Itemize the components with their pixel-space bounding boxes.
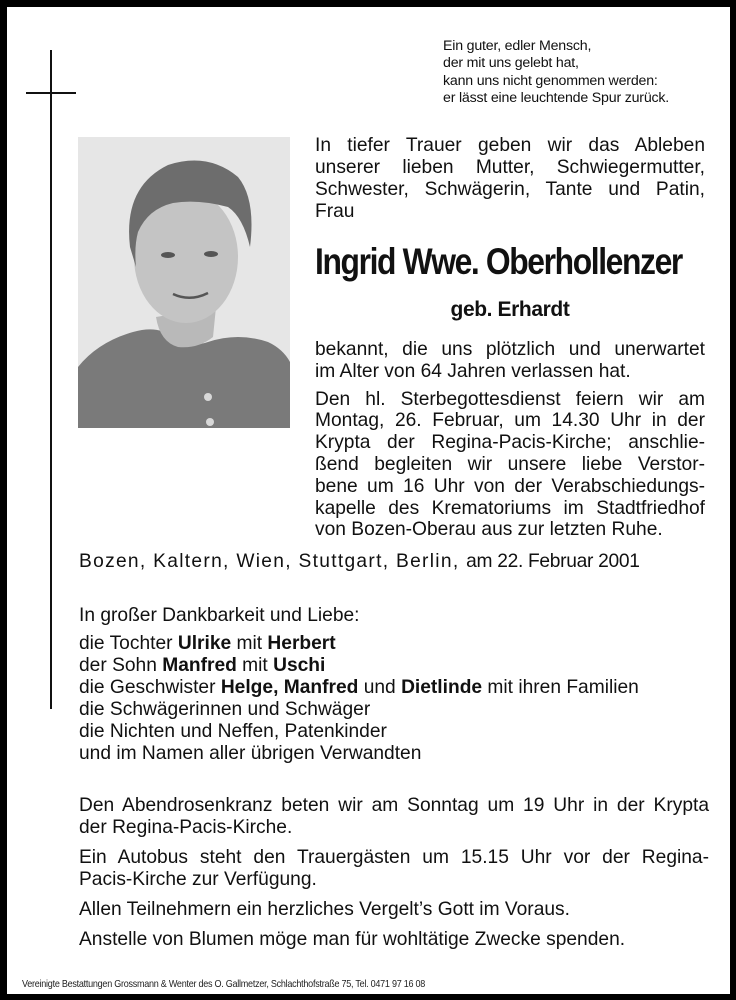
mourner-name: Helge, Manfred	[220, 677, 359, 698]
mourner-line	[79, 721, 639, 743]
mourner-line	[79, 655, 639, 677]
funeral-line: Krypta der Regina-Pacis-Kirche; anschlie-	[315, 432, 705, 454]
places: Bozen, Kaltern, Wien, Stuttgart, Berlin,	[79, 551, 460, 572]
mourner-line	[79, 677, 639, 699]
mourner-line	[79, 633, 639, 655]
motto-line: kann uns nicht genommen werden:	[443, 72, 658, 89]
funeral-line: bene um 16 Uhr von der Verabschiedungs-	[315, 475, 705, 497]
motto-line: er lässt eine leuchtende Spur zurück.	[443, 89, 670, 106]
notice-date: am 22. Februar 2001	[466, 551, 640, 572]
mourner-text: die Schwägerinnen und Schwäger	[79, 699, 371, 720]
announcement-line: bekannt, die uns plötzlich und unerwartet	[315, 339, 705, 360]
mourner-name: Manfred	[162, 655, 237, 676]
funeral-line: von Bozen-Oberau aus zur letzten Ruhe.	[315, 519, 663, 541]
cross-icon-bar	[26, 92, 76, 94]
intro-line: Schwester, Schwägerin, Tante und Patin,	[315, 179, 705, 200]
funeral-line: Montag, 26. Februar, um 14.30 Uhr in der	[315, 410, 705, 432]
notes-section	[79, 795, 709, 959]
funeral-line: Den hl. Sterbegottesdienst feiern wir am	[315, 388, 705, 410]
mourner-text: und	[358, 677, 402, 698]
announcement-line: im Alter von 64 Jahren verlassen hat.	[315, 360, 631, 382]
note-bus	[79, 847, 709, 891]
mourner-text: die Tochter	[79, 633, 178, 654]
mourner-name: Herbert	[267, 633, 336, 654]
cross-icon	[50, 50, 52, 709]
note-line: Ein Autobus steht den Trauergästen um 15.15 Uhr vor der Regina-	[79, 847, 709, 868]
note-rosary	[79, 795, 709, 839]
place-date	[79, 550, 640, 574]
note-thanks	[79, 899, 709, 921]
note-line: der Regina-Pacis-Kirche.	[79, 817, 293, 838]
intro-line: Frau	[315, 201, 355, 222]
intro-text	[315, 135, 705, 223]
note-line: Allen Teilnehmern ein herzliches Vergelt’s Gott im Voraus.	[79, 899, 570, 920]
mourner-name: Dietlinde	[401, 677, 483, 698]
mourner-line	[79, 699, 639, 721]
funeral-line: ßend begleiten wir unsere liebe Verstor-	[315, 453, 705, 475]
mourner-text: die Nichten und Neffen, Patenkinder	[79, 721, 387, 742]
motto-line: Ein guter, edler Mensch,	[443, 38, 592, 54]
mourner-text: mit	[231, 633, 268, 654]
portrait-photo	[78, 137, 290, 428]
motto-line: der mit uns gelebt hat,	[443, 55, 579, 72]
portrait-image	[78, 137, 290, 428]
intro-line: In tiefer Trauer geben wir das Ableben	[315, 135, 705, 156]
birth-name: geb. Erhardt	[450, 298, 570, 321]
funeral-line: kapelle des Krematoriums im Stadtfriedhof	[315, 497, 705, 519]
note-line: Den Abendrosenkranz beten wir am Sonntag um 19 Uhr in der Krypta	[79, 795, 709, 816]
mourners-list	[79, 605, 639, 765]
mourners-heading: In großer Dankbarkeit und Liebe:	[79, 605, 360, 626]
intro-line: unserer lieben Mutter, Schwiegermutter,	[315, 157, 705, 178]
mourner-text: der Sohn	[79, 655, 163, 676]
motto-quote	[443, 38, 669, 107]
note-line: Anstelle von Blumen möge man für wohltätige Zwecke spenden.	[79, 929, 626, 950]
mourner-line	[79, 743, 639, 765]
funeral-home-footer: Vereinigte Bestattungen Grossmann & Wenter des O. Gallmetzer, Schlachthofstraße 75, Tel. 0471 97 16 08	[22, 978, 426, 990]
note-flowers	[79, 929, 709, 951]
mourner-text: die Geschwister	[79, 677, 221, 698]
mourner-text: mit	[236, 655, 274, 676]
mourner-name: Ulrike	[177, 633, 232, 654]
mourner-text: mit ihren Familien	[482, 677, 639, 698]
deceased-name: Ingrid Wwe. Oberhollenzer	[315, 241, 682, 282]
mourner-text: und im Namen aller übrigen Verwandten	[79, 743, 422, 764]
note-line: Pacis-Kirche zur Verfügung.	[79, 869, 317, 890]
mourner-name: Uschi	[273, 655, 326, 676]
announcement-text	[315, 339, 705, 541]
